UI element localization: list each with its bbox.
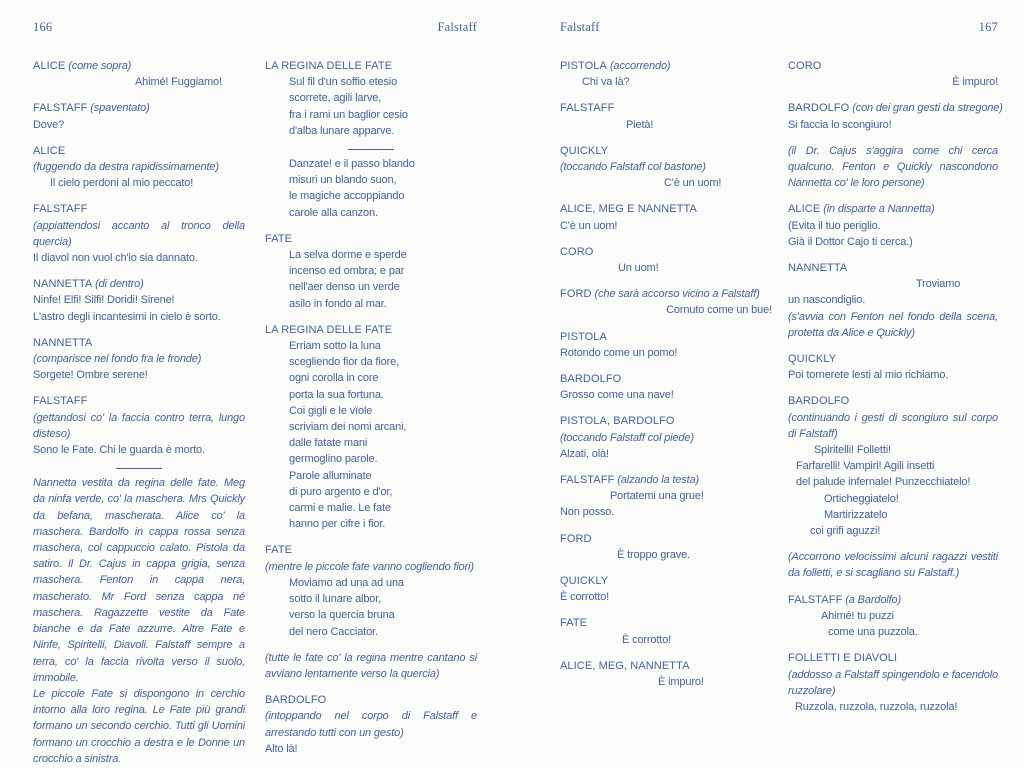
speaker-line (788, 260, 998, 276)
speaker-name: FALSTAFF (788, 593, 843, 606)
speaker-line (560, 143, 772, 159)
verse-line: Poi tornerete lesti al mio richiamo. (788, 369, 949, 382)
libretto-block (560, 573, 772, 605)
speaker-line (560, 615, 772, 631)
speaker-line (560, 244, 772, 260)
libretto-block (265, 542, 477, 639)
speaker-line (560, 371, 772, 387)
speaker-name: ALICE (33, 60, 66, 72)
speaker-name: QUICKLY (788, 353, 837, 366)
page-number-right: 167 (978, 20, 998, 34)
speaker-line (265, 322, 477, 338)
separator-rule (348, 149, 394, 150)
verse-line: porta la sua fortuna. (289, 388, 384, 401)
inline-stage-direction: (accorrendo) (606, 60, 671, 72)
verse-line: Troviamo (916, 278, 961, 291)
verse-line: di puro argento e d'or, (289, 485, 393, 498)
stage-direction: (toccando Falstaff col bastone) (560, 161, 706, 174)
speaker-name: BARDOLFO (788, 102, 850, 115)
libretto-block (560, 100, 772, 132)
verse-line: Grosso come una nave! (560, 389, 674, 402)
verse-line: incenso ed ombra; e par (289, 265, 405, 278)
libretto-block (560, 658, 772, 690)
speaker-name: LA REGINA DELLE FATE (265, 323, 393, 336)
stage-direction: (comparisce nel fondo fra le fronde) (33, 353, 202, 366)
speaker-name: ALICE, MEG, NANNETTA (560, 659, 690, 672)
inline-stage-direction: (di dentro) (92, 278, 144, 291)
speaker-name: ALICE (33, 144, 66, 157)
speaker-line (33, 201, 245, 217)
verse-line: C'è un uom! (664, 177, 722, 190)
libretto-block (265, 156, 477, 221)
speaker-name: FALSTAFF (33, 395, 88, 408)
libretto-block (788, 592, 998, 641)
libretto-block (788, 100, 1003, 132)
speaker-line (560, 286, 772, 302)
verse-line: hanno per cifre i fior. (289, 518, 386, 531)
libretto-block (265, 58, 477, 139)
running-title-left: Falstaff (437, 20, 477, 34)
speaker-name: ALICE (788, 203, 821, 216)
libretto-block (33, 100, 245, 132)
libretto-block (33, 201, 245, 266)
speaker-name: FATE (265, 232, 293, 245)
libretto-block (788, 549, 998, 581)
stage-direction: (addosso a Falstaff spingendolo e facendolo ruzzolare) (788, 668, 998, 697)
speaker-name: FOLLETTI E DIAVOLI (788, 652, 898, 665)
speaker-name: FALSTAFF (560, 474, 615, 487)
libretto-block (788, 58, 998, 90)
inline-stage-direction: (a Bardolfo) (842, 593, 901, 606)
verse-line: È impuro! (658, 676, 704, 689)
speaker-line (788, 592, 998, 608)
stage-direction: Nannetta vestita da regina delle fate. Meg da ninfa verde, co' la maschera. Mrs Quickly da befana, mascherata. Alice co' la maschera. Bardolfo in cappa rossa senza maschera, col cappuccio calato. Pistola da satiro. Il Dr. Cajus in cappa grigia, senza maschera. Fenton in cappa nera, mascherato. Mr Ford senza cappa né maschera. Ragazzette vestite da Fate bianche e da Fate azzurre. Altre Fate e Ninfe, Spiritelli, Diavoli. Falstaff sempre a terra, co' la faccia rivolta verso il suolo, immobile. (33, 477, 245, 684)
speaker-name: QUICKLY (560, 144, 609, 157)
speaker-name: FALSTAFF (560, 102, 615, 115)
verse-line: sotto il lunare albor, (289, 593, 382, 606)
stage-direction: (Accorrono velocissimi alcuni ragazzi vestiti da folletti, e si scagliano su Falstaff.) (788, 551, 998, 580)
verse-line: Non posso. (560, 506, 615, 519)
stage-direction: (fuggendo da destra rapidissimamente) (33, 161, 219, 174)
verse-line: carole alla canzon. (289, 206, 378, 219)
verse-line: È troppo grave. (617, 548, 690, 561)
verse-line: Il cielo perdoni al mio peccato! (50, 177, 194, 190)
libretto-block (33, 335, 245, 384)
verse-line: Ruzzola, ruzzola, ruzzola, ruzzola! (795, 700, 958, 713)
libretto-block (33, 475, 245, 767)
verse-line: misuri un blando suon, (289, 174, 397, 187)
verse-line: È corrotto! (560, 591, 610, 604)
verse-line: (Evita il tuo periglio. (788, 219, 881, 232)
stage-direction: (appiattendosi accanto al tronco della quercia) (33, 219, 245, 248)
verse-line: Sono le Fate. Chi le guarda è morto. (33, 444, 205, 457)
verse-line: Già il Dottor Cajo ti cerca.) (788, 235, 913, 248)
verse-line: Sul fil d'un soffio etesio (289, 76, 398, 89)
speaker-name: NANNETTA (33, 336, 93, 349)
verse-line: È impuro! (952, 76, 998, 89)
verse-line: Ahimé! Fuggiamo! (135, 76, 222, 89)
libretto-block (33, 143, 245, 192)
speaker-line (560, 201, 772, 217)
speaker-name: FATE (560, 617, 588, 630)
speaker-line (560, 472, 772, 488)
speaker-name: FALSTAFF (33, 203, 88, 216)
libretto-block (265, 650, 477, 682)
running-title-right: Falstaff (560, 20, 600, 34)
verse-line: del nero Cacciator. (289, 625, 378, 638)
speaker-line (560, 413, 772, 429)
speaker-name: ALICE, MEG E NANNETTA (560, 203, 697, 216)
libretto-block (560, 244, 772, 276)
verse-line: Moviamo ad una ad una (289, 576, 404, 589)
libretto-block (560, 201, 772, 233)
libretto-block (33, 393, 245, 458)
speaker-name: CORO (560, 245, 594, 258)
speaker-line (265, 231, 477, 247)
libretto-block (788, 393, 998, 539)
libretto-block (788, 650, 998, 715)
stage-direction: (il Dr. Cajus s'aggira come chi cerca qualcuno. Fenton e Quickly nascondono Nannetta co' le loro persone) (788, 144, 998, 190)
verse-line: Dove? (33, 118, 65, 131)
speaker-line (560, 658, 772, 674)
verse-line: Portatemi una grue! (610, 490, 704, 503)
verse-line: Alto là! (265, 742, 298, 755)
verse-line: Erriam sotto la luna (289, 340, 381, 353)
libretto-block (265, 149, 477, 150)
stage-direction: (continuando i gesti di scongiuro sul corpo di Falstaff) (788, 411, 998, 440)
verse-line: Alzati, olà! (560, 447, 609, 460)
verse-line: La selva dorme e sperde (289, 249, 407, 262)
stage-direction: (mentre le piccole fate vanno cogliendo fiori) (265, 560, 474, 573)
verse-line: del palude infernale! Punzecchiatelo! (796, 476, 971, 489)
stage-direction: Le piccole Fate si dispongono in cerchio intorno alla loro regina. Le Fate più grandi formano un secondo cerchio. Tutti gli Uomini formano un crocchio a destra e le Donne un crocchio a sinistra. (33, 687, 245, 765)
inline-stage-direction: (spaventato) (87, 102, 150, 115)
stage-direction: (tutte le fate co' la regina mentre cantano si avviano lentamente verso la quercia) (265, 651, 477, 680)
speaker-line (560, 100, 772, 116)
verse-line: le magiche accoppiando (289, 190, 405, 203)
verse-line: Parole alluminate (289, 469, 372, 482)
verse-line: Si faccia lo scongiuro! (788, 118, 892, 131)
left-page-column-2 (265, 58, 477, 757)
libretto-block (560, 58, 772, 90)
right-page-column-1 (560, 58, 772, 690)
verse-line: Danzate! e il passo blando (289, 158, 415, 171)
speaker-line (33, 393, 245, 409)
verse-line: come una puzzola. (828, 626, 918, 639)
speaker-line (33, 276, 245, 292)
speaker-line (265, 692, 477, 708)
right-page-column-2 (788, 58, 1003, 715)
left-page-column-1 (33, 58, 245, 767)
speaker-name: NANNETTA (788, 262, 848, 275)
speaker-name: FORD (560, 288, 592, 301)
stage-direction: (toccando Falstaff col piede) (560, 431, 694, 444)
stage-direction: (s'avvia con Fenton nel fondo della scena, protetta da Alice e Quickly) (788, 310, 998, 339)
inline-stage-direction: (con dei gran gesti da stregone) (849, 102, 1003, 115)
libretto-block (33, 58, 245, 90)
speaker-line (33, 143, 245, 159)
verse-line: Spiritelli! Folletti! (814, 444, 891, 457)
speaker-line (788, 58, 998, 74)
speaker-name: QUICKLY (560, 575, 609, 588)
verse-line: Martirizzatelo (824, 508, 888, 521)
verse-line: Coi gigli e le vïole (289, 404, 373, 417)
stage-direction: (intoppando nel corpo di Falstaff e arrestando tutti con un gesto) (265, 710, 477, 739)
verse-line: Chi va là? (582, 76, 630, 89)
speaker-name: FORD (560, 532, 592, 545)
verse-line: fra i rami un baglior cesio (289, 108, 408, 121)
libretto-block (788, 201, 998, 250)
speaker-name: BARDOLFO (788, 395, 850, 408)
verse-line: Orticheggiatelo! (824, 492, 899, 505)
speaker-line (788, 201, 998, 217)
verse-line: germoglino parole. (289, 453, 378, 466)
speaker-line (33, 100, 245, 116)
speaker-line (560, 329, 772, 345)
inline-stage-direction: (alzando la testa) (614, 474, 699, 487)
speaker-line (788, 650, 998, 666)
speaker-line (560, 58, 772, 74)
verse-line: Farfarelli! Vampiri! Agili insetti (796, 460, 935, 473)
separator-rule (116, 468, 162, 469)
speaker-line (560, 573, 772, 589)
libretto-block (265, 322, 477, 533)
libretto-block (560, 329, 772, 361)
speaker-line (33, 58, 245, 74)
libretto-block (560, 371, 772, 403)
speaker-name: BARDOLFO (560, 373, 622, 386)
libretto-block (788, 143, 998, 192)
speaker-line (33, 335, 245, 351)
speaker-name: PISTOLA (560, 330, 607, 343)
verse-line: Un uom! (618, 262, 659, 275)
verse-line: L'astro degli incantesimi in cielo è sorto. (33, 310, 221, 323)
inline-stage-direction: (in disparte a Nannetta) (820, 203, 935, 216)
libretto-block (788, 351, 998, 383)
verse-line: dalle fatate mani (289, 437, 368, 450)
speaker-name: PISTOLA (560, 60, 607, 72)
speaker-line (560, 531, 772, 547)
speaker-name: FATE (265, 544, 293, 557)
verse-line: Rotondo come un pomo! (560, 346, 678, 359)
verse-line: scriviam dei nomi arcani, (289, 421, 407, 434)
speaker-name: BARDOLFO (265, 694, 327, 707)
page-number-left: 166 (33, 20, 53, 34)
libretto-block (788, 260, 998, 341)
verse-line: scegliendo fior da fiore, (289, 356, 399, 369)
verse-line: carmi e malie. Le fate (289, 502, 391, 515)
verse-line: Ninfe! Elfi! Silfi! Doridi! Sirene! (33, 294, 175, 307)
inline-stage-direction: (che sarà accorso vicino a Falstaff) (591, 288, 760, 301)
verse-line: scorrete, agili larve, (289, 92, 382, 105)
speaker-name: FALSTAFF (33, 102, 88, 115)
libretto-block (560, 531, 772, 563)
speaker-line (265, 58, 477, 74)
verse-line: Pietà! (626, 118, 654, 131)
verse-line: Il diavol non vuol ch'io sia dannato. (33, 252, 198, 265)
speaker-line (788, 393, 998, 409)
verse-line: coi grifi aguzzi! (810, 525, 881, 538)
verse-line: verso la quercia bruna (289, 609, 395, 622)
stage-direction: (gettandosi co' la faccia contro terra, lungo disteso) (33, 411, 245, 440)
verse-line: Cornuto come un bue! (666, 304, 772, 317)
verse-line: asilo in fondo al mar. (289, 297, 387, 310)
verse-line: C'è un uom! (560, 219, 618, 232)
libretto-block (560, 472, 772, 521)
libretto-block (560, 286, 772, 318)
verse-line: un nascondiglio. (788, 294, 866, 307)
verse-line: Ahimé! tu puzzi (821, 609, 894, 622)
libretto-block (33, 276, 245, 325)
libretto-block (560, 413, 772, 462)
libretto-block (560, 615, 772, 647)
verse-line: d'alba lunare apparve. (289, 124, 395, 137)
libretto-block (265, 231, 477, 312)
libretto-block (560, 143, 772, 192)
speaker-name: CORO (788, 60, 822, 72)
verse-line: ogni corolla in core (289, 372, 379, 385)
libretto-block (33, 468, 245, 469)
speaker-line (788, 100, 1003, 116)
speaker-name: PISTOLA, BARDOLFO (560, 415, 675, 428)
libretto-block (265, 692, 477, 757)
speaker-line (265, 542, 477, 558)
inline-stage-direction: (come sopra) (65, 60, 132, 72)
verse-line: nell'aer denso un verde (289, 281, 400, 294)
verse-line: Sorgete! Ombre serene! (33, 369, 148, 382)
verse-line: È corrotto! (622, 633, 672, 646)
speaker-line (788, 351, 998, 367)
speaker-name: NANNETTA (33, 278, 93, 291)
speaker-name: LA REGINA DELLE FATE (265, 60, 393, 72)
